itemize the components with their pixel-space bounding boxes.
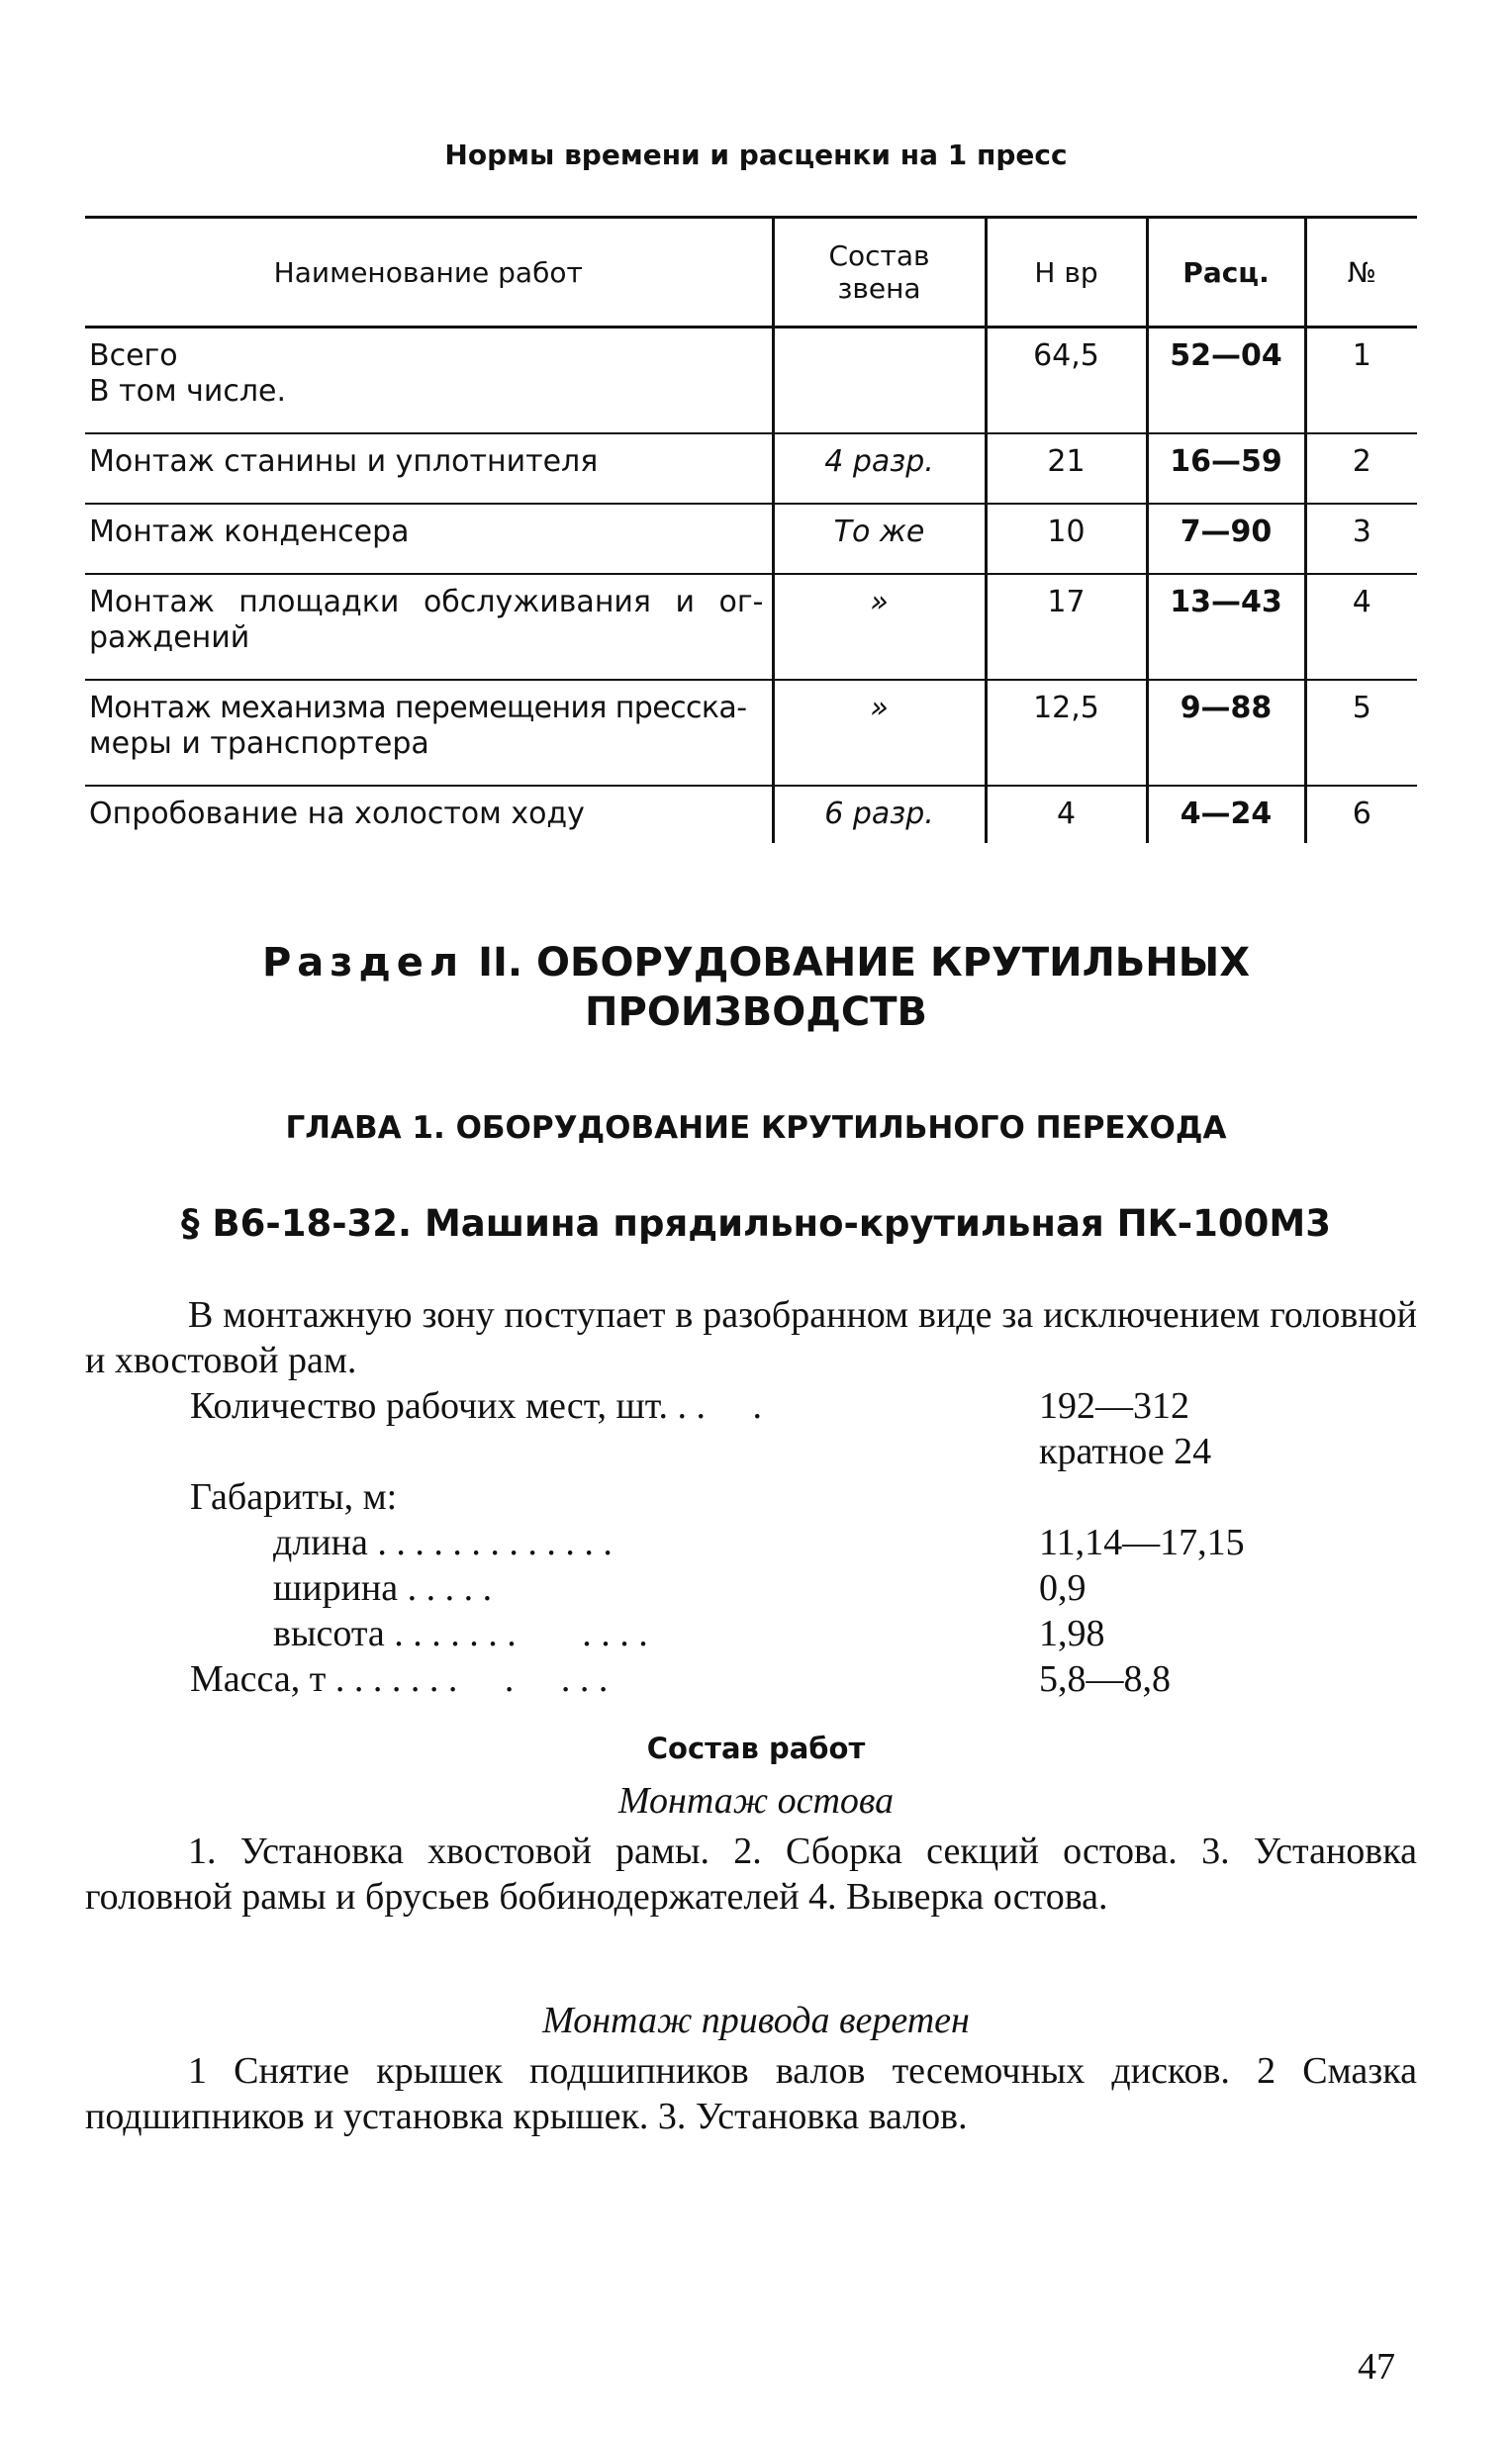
cell-crew <box>773 328 986 433</box>
cell-name <box>85 680 773 786</box>
cell-name-line2: меры и транспортера <box>89 725 429 761</box>
table-row <box>85 574 1417 680</box>
table-row <box>85 433 1417 504</box>
cell-rate: 7—90 <box>1147 504 1305 574</box>
spindle-drive-text: 1 Снятие крышек подшипников валов тесемочных дисков. 2 Смазка подшипников и установка крышек. 3. Установка валов. <box>85 2050 1417 2137</box>
cell-num: 6 <box>1305 786 1417 843</box>
norms-table <box>85 216 1417 843</box>
cell-name-line1: Монтаж конденсера <box>89 514 410 549</box>
spindle-drive-heading: Монтаж привода веретен <box>542 2000 970 2041</box>
cell-name-line1: Монтаж механизма перемещения пресска- <box>89 690 747 725</box>
table-row <box>85 504 1417 574</box>
header-crew-line1: Состав <box>828 239 930 272</box>
spec-width-value: 0,9 <box>1039 1567 1087 1609</box>
table-row <box>85 786 1417 843</box>
cell-rate: 9—88 <box>1147 680 1305 786</box>
cell-name <box>85 433 773 504</box>
cell-hours: 12,5 <box>986 680 1147 786</box>
cell-num: 5 <box>1305 680 1417 786</box>
cell-rate: 4—24 <box>1147 786 1305 843</box>
paragraph-title: § В6-18-32. Машина прядильно-крутильная ПК-100М3 <box>181 1202 1331 1245</box>
cell-name-line1: Опробование на холостом ходу <box>89 796 585 831</box>
cell-name <box>85 574 773 680</box>
chapter-title: ГЛАВА 1. ОБОРУДОВАНИЕ КРУТИЛЬНОГО ПЕРЕХОДА <box>285 1110 1227 1146</box>
cell-rate: 52—04 <box>1147 328 1305 433</box>
cell-crew: 4 разр. <box>773 433 986 504</box>
header-name: Наименование работ <box>85 218 773 328</box>
page-number: 47 <box>1358 2346 1395 2388</box>
cell-num: 1 <box>1305 328 1417 433</box>
spec-height-label: высота . . . . . . . . . . . <box>273 1613 648 1654</box>
frame-assembly-heading: Монтаж остова <box>617 1780 895 1822</box>
cell-name <box>85 504 773 574</box>
table-caption: Нормы времени и расценки на 1 пресс <box>444 139 1068 171</box>
table-row <box>85 328 1417 433</box>
spec-length-value: 11,14—17,15 <box>1039 1522 1245 1563</box>
cell-crew: » <box>773 680 986 786</box>
spec-mass-value: 5,8—8,8 <box>1039 1658 1171 1700</box>
section-title-line2: ПРОИЗВОДСТВ <box>585 989 927 1035</box>
cell-name-line2: В том числе. <box>89 374 286 409</box>
cell-hours: 21 <box>986 433 1147 504</box>
cell-rate: 16—59 <box>1147 433 1305 504</box>
cell-hours: 64,5 <box>986 328 1147 433</box>
header-rate: Расц. <box>1147 218 1305 328</box>
cell-num: 3 <box>1305 504 1417 574</box>
cell-crew: 6 разр. <box>773 786 986 843</box>
cell-rate: 13—43 <box>1147 574 1305 680</box>
spec-workplaces-label: Количество рабочих мест, шт. . . . <box>190 1385 762 1427</box>
spec-height-value: 1,98 <box>1039 1613 1105 1654</box>
cell-name <box>85 786 773 843</box>
cell-name-line1: Монтаж площадки обслуживания и ог- <box>89 584 764 619</box>
cell-num: 2 <box>1305 433 1417 504</box>
cell-hours: 10 <box>986 504 1147 574</box>
cell-hours: 4 <box>986 786 1147 843</box>
header-num: № <box>1305 218 1417 328</box>
spec-workplaces-value: 192—312 <box>1039 1385 1189 1427</box>
table-row <box>85 680 1417 786</box>
cell-crew: » <box>773 574 986 680</box>
section-prefix: Раздел <box>261 940 465 986</box>
header-crew <box>773 218 986 328</box>
cell-hours: 17 <box>986 574 1147 680</box>
section-title-line1 <box>0 938 1512 987</box>
works-heading: Состав работ <box>646 1732 866 1765</box>
cell-name-line2: раждений <box>89 619 250 655</box>
frame-assembly-text: 1. Установка хвостовой рамы. 2. Сборка секций остова. 3. Установка головной рамы и брусьев бобинодержателей 4. Выверка остова. <box>85 1831 1417 1918</box>
intro-paragraph: В монтажную зону поступает в разобранном виде за исключением головной и хвостовой рам. <box>85 1294 1417 1381</box>
spec-width-label: ширина . . . . . <box>273 1567 493 1609</box>
spec-dimensions-label: Габариты, м: <box>190 1476 398 1518</box>
header-hours: Н вр <box>986 218 1147 328</box>
table-header-row <box>85 218 1417 328</box>
cell-name-line1: Монтаж станины и уплотнителя <box>89 443 599 479</box>
spec-workplaces-note: кратное 24 <box>1039 1431 1212 1472</box>
cell-crew: То же <box>773 504 986 574</box>
cell-name <box>85 328 773 433</box>
spec-length-label: длина . . . . . . . . . . . . . <box>273 1522 613 1563</box>
section-title <box>0 938 1512 1037</box>
cell-num: 4 <box>1305 574 1417 680</box>
spec-mass-label: Масса, т . . . . . . . . . . . <box>190 1658 609 1700</box>
header-crew-line2: звена <box>837 272 921 305</box>
section-title-text: II. ОБОРУДОВАНИЕ КРУТИЛЬНЫХ <box>478 940 1251 986</box>
cell-name-line1: Всего <box>89 338 178 373</box>
